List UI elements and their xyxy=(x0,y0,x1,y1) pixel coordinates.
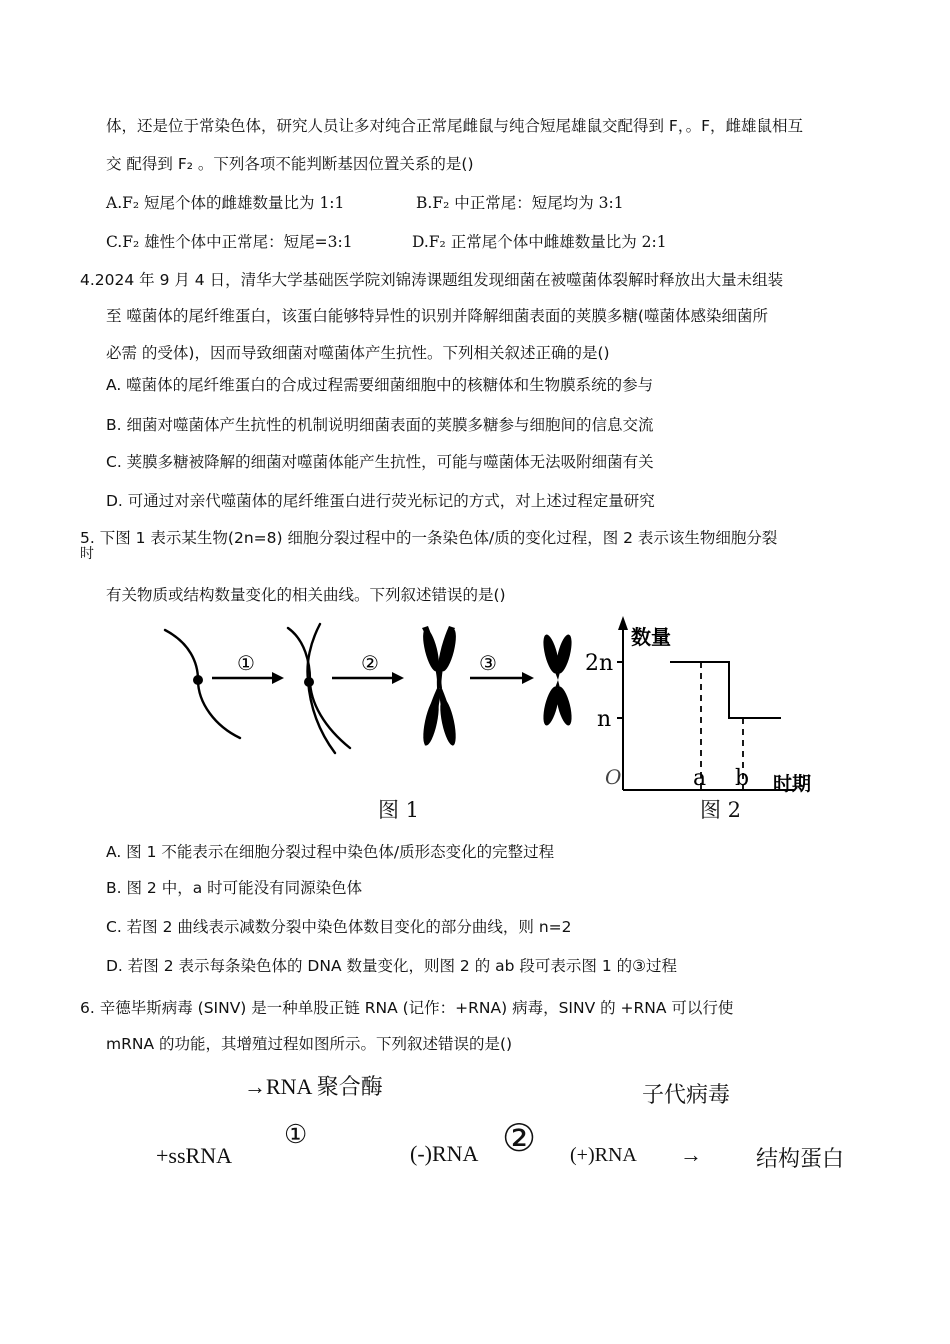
diagram-offspring-virus: 子代病毒 xyxy=(642,1083,731,1108)
q5-stem-line2: 有关物质或结构数量变化的相关曲线。下列叙述错误的是() xyxy=(106,586,506,604)
fig2-tick-a: a xyxy=(693,766,707,791)
diagram-minus-rna: (-)RNA xyxy=(410,1141,479,1166)
figure-2-caption: 图 2 xyxy=(700,798,742,822)
diagram-step-1: ① xyxy=(284,1120,308,1149)
diagram-arrow: → xyxy=(680,1142,702,1167)
q4-option-b: B. 细菌对噬菌体产生抗性的机制说明细菌表面的荚膜多糖参与细胞间的信息交流 xyxy=(106,416,654,434)
q4-stem-line3: 必需 的受体)，因而导致细菌对噬菌体产生抗性。下列相关叙述正确的是() xyxy=(106,344,610,362)
fig2-y-label: 数量 xyxy=(631,625,671,649)
diagram-plus-rna: (+)RNA xyxy=(570,1144,637,1166)
fig2-tick-2n: 2n xyxy=(585,651,614,676)
figure-2-quantity-chart xyxy=(585,612,825,802)
q4-option-d: D. 可通过对亲代噬菌体的尾纤维蛋白进行荧光标记的方式，对上述过程定量研究 xyxy=(106,492,655,510)
fig1-step-1-label: ① xyxy=(237,651,255,675)
q3-option-a: A.F₂ 短尾个体的雌雄数量比为 1:1 xyxy=(106,194,345,212)
condensed-chromosome xyxy=(420,626,459,747)
separated-chromatids xyxy=(540,633,574,727)
q3-option-b: B.F₂ 中正常尾：短尾均为 3:1 xyxy=(416,194,624,212)
q5-option-c: C. 若图 2 曲线表示减数分裂中染色体数目变化的部分曲线，则 n=2 xyxy=(106,918,572,936)
q5-stem-line1: 5. 下图 1 表示某生物(2n=8) 细胞分裂过程中的一条染色体/质的变化过程，图 2 表示该生物细胞分裂 xyxy=(80,529,778,547)
q5-option-d: D. 若图 2 表示每条染色体的 DNA 数量变化，则图 2 的 ab 段可表示图 1 的③过程 xyxy=(106,957,678,975)
q3-stem-line2: 交 配得到 F₂ 。下列各项不能判断基因位置关系的是() xyxy=(106,155,474,173)
q3-stem-line1: 体，还是位于常染色体，研究人员让多对纯合正常尾雌鼠与纯合短尾雄鼠交配得到 F，。F，雌雄鼠相互 xyxy=(106,117,804,135)
diagram-step-2: ② xyxy=(502,1118,537,1160)
fig2-tick-b: b xyxy=(735,766,750,791)
q3-option-c: C.F₂ 雄性个体中正常尾：短尾=3:1 xyxy=(106,233,353,251)
chromatin-thread xyxy=(165,630,240,738)
fig1-step-2-label: ② xyxy=(361,651,379,675)
q6-stem-line1: 6. 辛德毕斯病毒 (SINV) 是一种单股正链 RNA (记作：+RNA) 病毒，SINV 的 +RNA 可以行使 xyxy=(80,999,734,1017)
q4-option-a: A. 噬菌体的尾纤维蛋白的合成过程需要细菌细胞中的核糖体和生物膜系统的参与 xyxy=(106,376,654,394)
q4-stem-line1: 4.2024 年 9 月 4 日，清华大学基础医学院刘锦涛课题组发现细菌在被噬菌体裂解时释放出大量未组装 xyxy=(80,271,784,289)
fig2-tick-n: n xyxy=(597,707,612,732)
q6-stem-line2: mRNA 的功能，其增殖过程如图所示。下列叙述错误的是() xyxy=(106,1035,513,1053)
diagram-structural-protein: 结构蛋白 xyxy=(756,1147,845,1172)
q5-option-b: B. 图 2 中，a 时可能没有同源染色体 xyxy=(106,879,363,897)
centromere-2 xyxy=(304,677,314,687)
chromatid-thread-1 xyxy=(288,628,350,748)
diagram-enzyme-label: →RNA 聚合酶 xyxy=(244,1074,383,1099)
quantity-curve xyxy=(670,662,781,718)
figure-1-caption: 图 1 xyxy=(378,798,420,822)
q3-option-d: D.F₂ 正常尾个体中雌雄数量比为 2:1 xyxy=(412,233,667,251)
fig2-origin: O xyxy=(605,765,622,789)
q4-option-c: C. 荚膜多糖被降解的细菌对噬菌体能产生抗性，可能与噬菌体无法吸附细菌有关 xyxy=(106,453,654,471)
fig1-step-3-label: ③ xyxy=(479,651,497,675)
q5-stem-line1-wrap: 时 xyxy=(80,546,94,562)
q4-stem-line2: 至 噬菌体的尾纤维蛋白，该蛋白能够特异性的识别并降解细菌表面的荚膜多糖(噬菌体感染细菌所 xyxy=(106,307,768,325)
centromere-1 xyxy=(193,675,203,685)
diagram-plus-ssrna: +ssRNA xyxy=(156,1143,232,1168)
q5-option-a: A. 图 1 不能表示在细胞分裂过程中染色体/质形态变化的完整过程 xyxy=(106,843,555,861)
fig2-x-label: 时期 xyxy=(773,773,812,795)
figure-1-chromosome-diagram xyxy=(160,618,580,798)
y-axis-arrow xyxy=(618,616,628,630)
